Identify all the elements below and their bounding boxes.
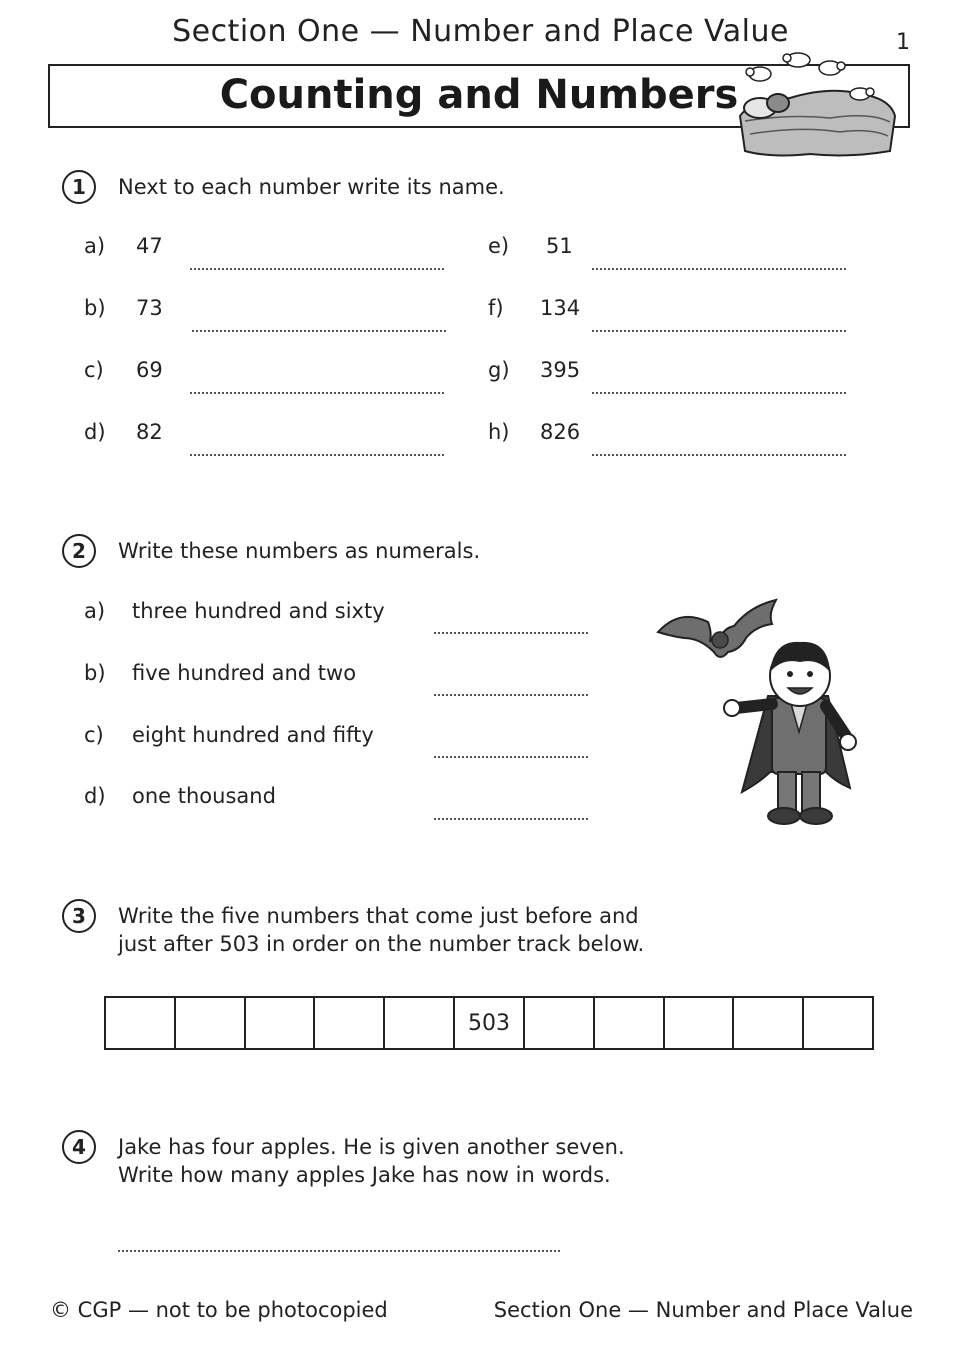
footer-copyright: © CGP — not to be photocopied [50,1298,388,1322]
number-track-cell[interactable] [246,998,316,1048]
q1-item-number: 51 [546,234,573,258]
number-track-cell[interactable] [315,998,385,1048]
q2-item-label: d) [84,784,106,808]
q1-item-number: 47 [136,234,163,258]
q1-item-label: b) [84,296,106,320]
q1-item-number: 73 [136,296,163,320]
vampire-with-bat-illustration [650,592,870,832]
q1-answer-line[interactable] [592,330,846,332]
question-1-instruction: Next to each number write its name. [118,175,505,199]
q1-answer-line[interactable] [190,268,444,270]
q1-answer-line[interactable] [592,268,846,270]
page-title: Counting and Numbers [219,72,739,118]
q1-item-label: a) [84,234,106,258]
q2-answer-line[interactable] [434,756,588,758]
number-track-cell[interactable] [525,998,595,1048]
q1-item-label: f) [488,296,504,320]
q1-item-label: e) [488,234,510,258]
number-track-cell[interactable] [385,998,455,1048]
q1-answer-line[interactable] [592,454,846,456]
q2-item-words: three hundred and sixty [132,599,385,623]
number-track-cell-given: 503 [455,998,525,1048]
q2-answer-line[interactable] [434,632,588,634]
page-number: 1 [896,30,910,55]
number-track-cell[interactable] [595,998,665,1048]
question-1-number: 1 [62,170,96,204]
number-track-cell[interactable] [804,998,872,1048]
q1-answer-line[interactable] [190,392,444,394]
q2-answer-line[interactable] [434,694,588,696]
number-track-cell[interactable] [734,998,804,1048]
question-3-instruction-line2: just after 503 in order on the number track below. [118,932,645,956]
question-4-number: 4 [62,1130,96,1164]
q1-item-number: 82 [136,420,163,444]
q2-item-words: five hundred and two [132,661,357,685]
q1-item-label: d) [84,420,106,444]
q1-item-number: 69 [136,358,163,382]
question-2-number: 2 [62,534,96,568]
section-header: Section One — Number and Place Value [172,14,789,49]
number-track-cell[interactable] [106,998,176,1048]
number-track [104,996,874,1050]
question-2-instruction: Write these numbers as numerals. [118,539,481,563]
q1-answer-line[interactable] [190,454,444,456]
question-4-instruction-line1: Jake has four apples. He is given another seven. [118,1135,625,1159]
number-track-cell[interactable] [176,998,246,1048]
q1-item-number: 826 [540,420,581,444]
q1-answer-line[interactable] [192,330,446,332]
q1-item-number: 134 [540,296,581,320]
q4-answer-line[interactable] [118,1250,560,1252]
q2-answer-line[interactable] [434,818,588,820]
q2-item-words: one thousand [132,784,276,808]
footer-section: Section One — Number and Place Value [493,1298,913,1322]
q2-item-label: b) [84,661,106,685]
number-track-cell[interactable] [665,998,735,1048]
q2-item-label: c) [84,723,104,747]
q1-item-label: c) [84,358,104,382]
q1-item-label: h) [488,420,510,444]
q1-item-label: g) [488,358,510,382]
question-4-instruction-line2: Write how many apples Jake has now in words. [118,1163,611,1187]
q2-item-label: a) [84,599,106,623]
q1-answer-line[interactable] [592,392,846,394]
q2-item-words: eight hundred and fifty [132,723,374,747]
q1-item-number: 395 [540,358,581,382]
sleeping-bed-illustration [730,46,900,161]
question-3-instruction-line1: Write the five numbers that come just before and [118,904,639,928]
question-3-number: 3 [62,899,96,933]
